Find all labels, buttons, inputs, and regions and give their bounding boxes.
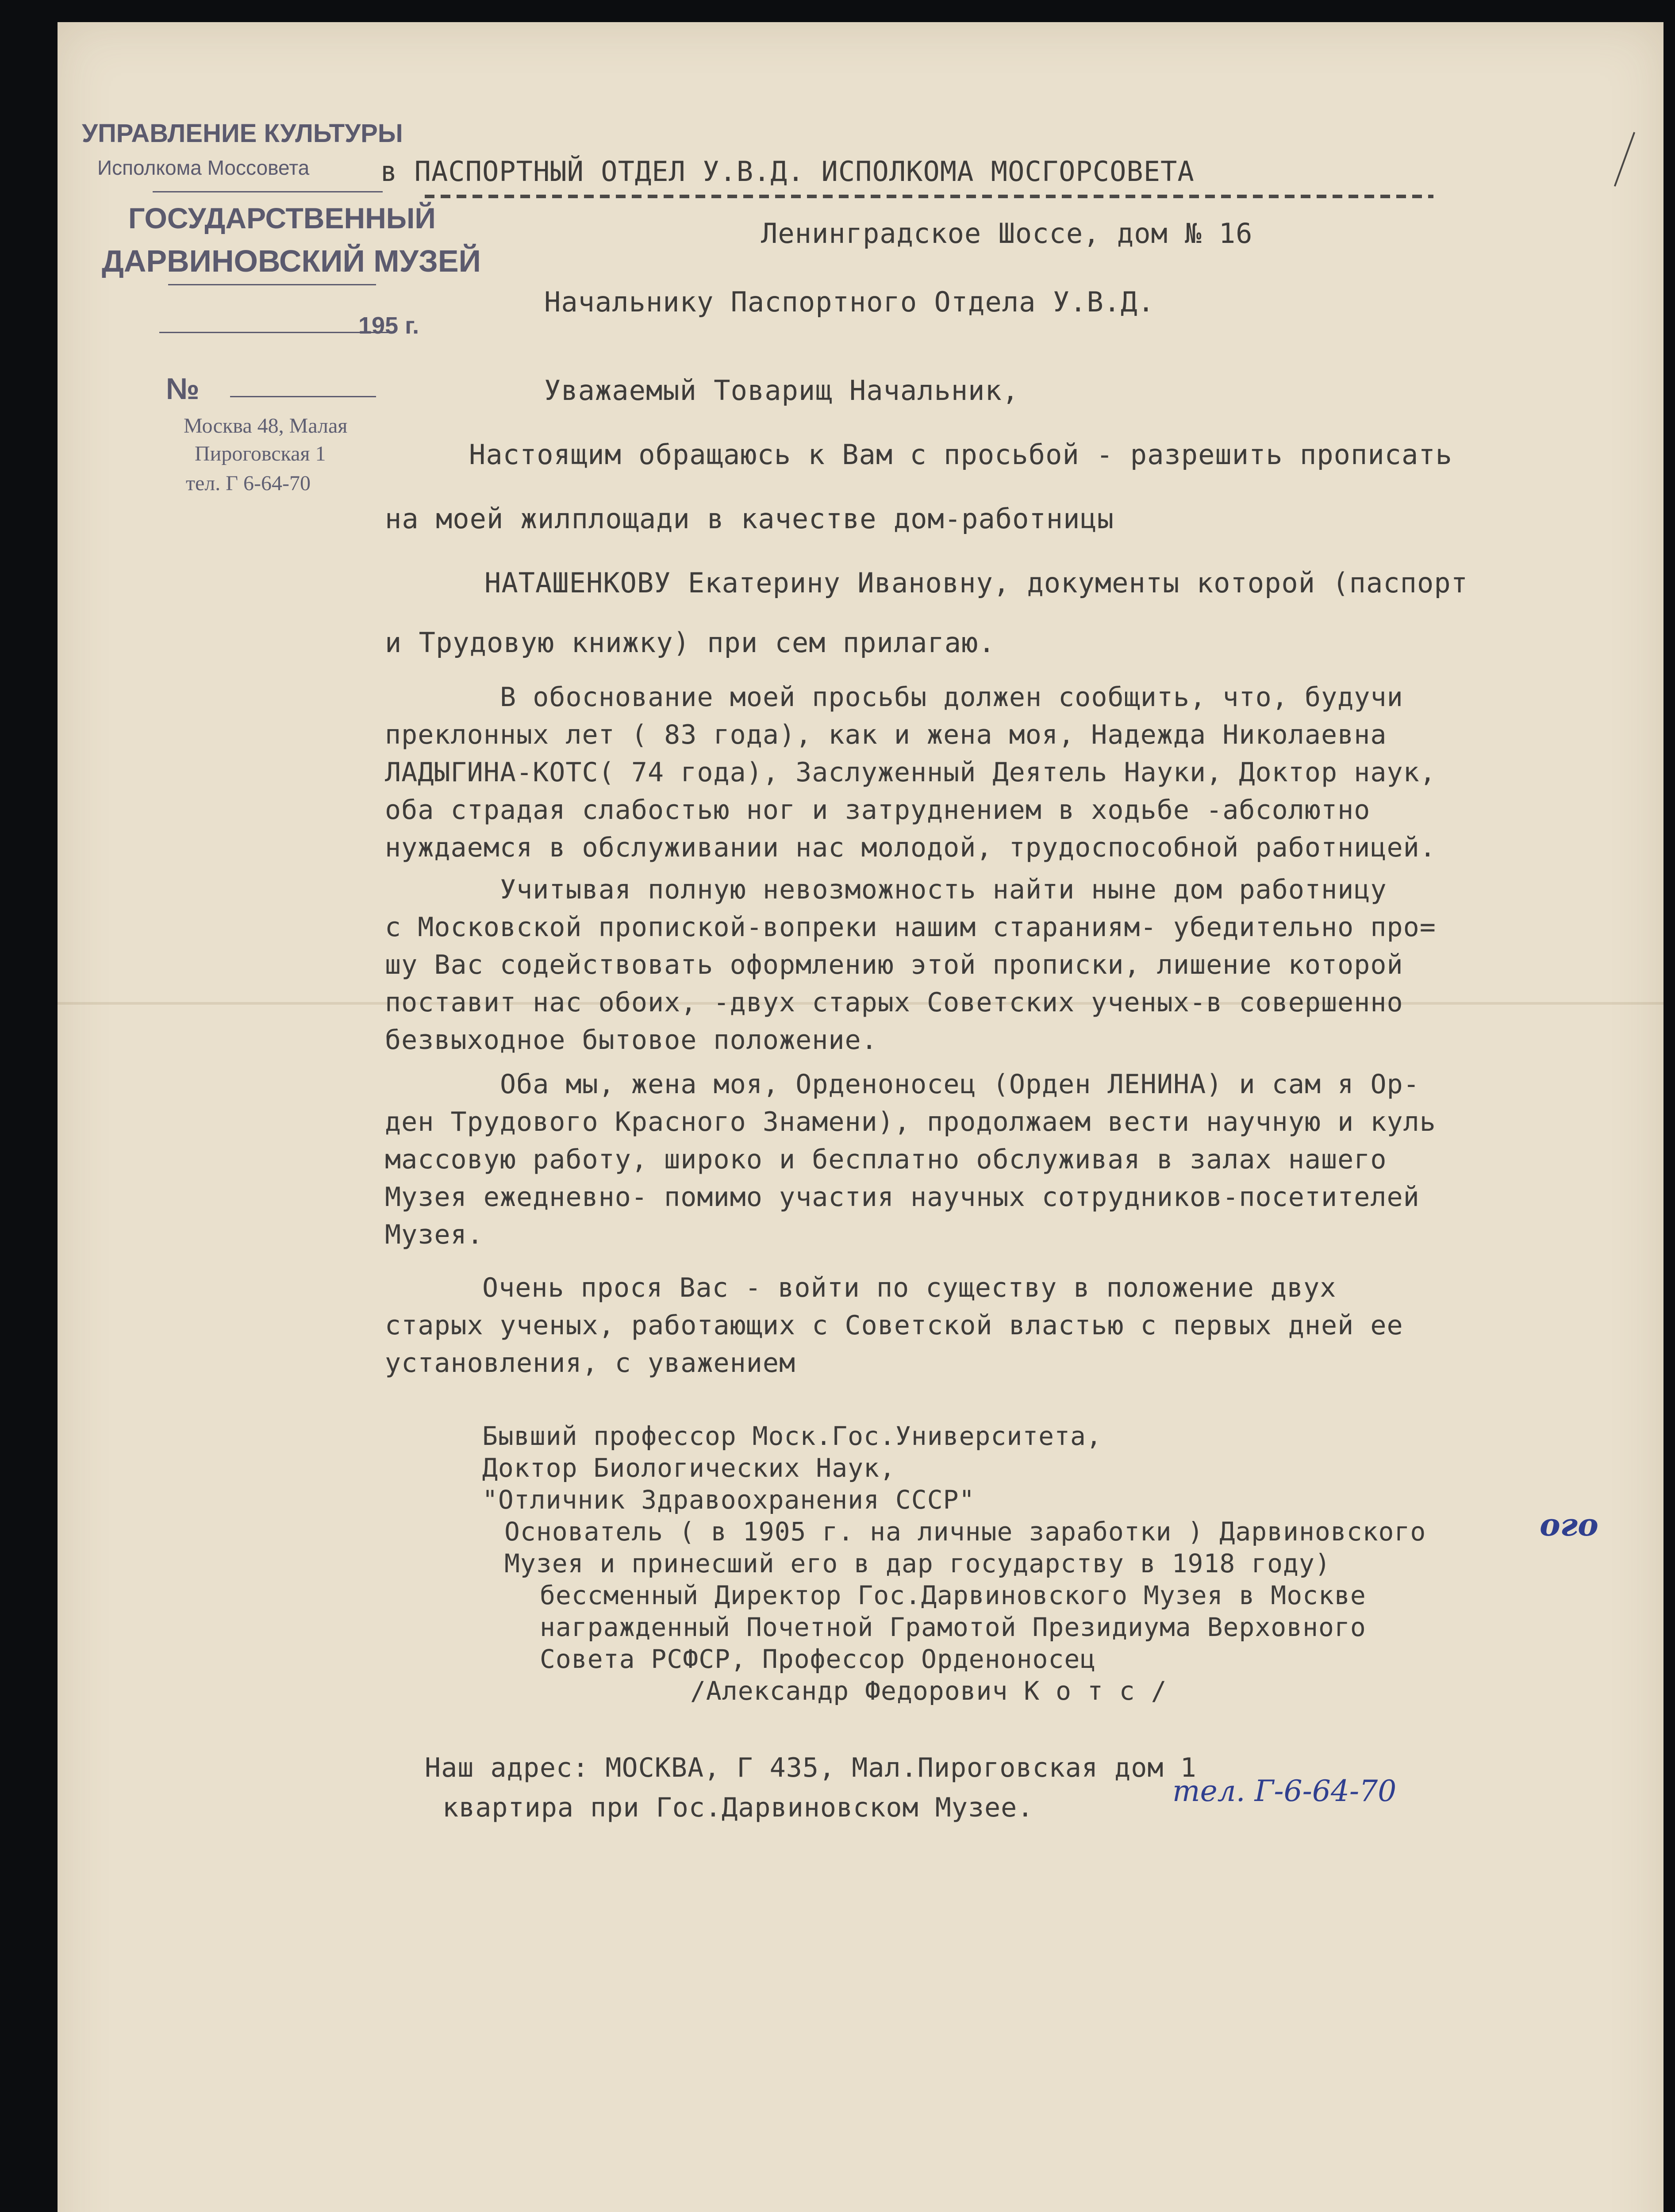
signature-line: Музея и принесший его в дар государству в 1918 году) — [504, 1548, 1331, 1578]
stamp-museum-line1: ГОСУДАРСТВЕННЫЙ — [128, 202, 436, 234]
signature-line: Доктор Биологических Наук, — [482, 1453, 895, 1483]
stamp-divider — [153, 191, 383, 192]
stamp-divider — [168, 284, 376, 285]
stamp-number-label: № — [166, 372, 200, 406]
stamp-number-line — [230, 396, 376, 397]
text-line: ден Трудового Красного Знамени), продолжаем вести научную и куль — [385, 1106, 1436, 1137]
addressee-line: Начальнику Паспортного Отдела У.В.Д. — [544, 286, 1155, 318]
stamp-org-line1: УПРАВЛЕНИЕ КУЛЬТУРЫ — [82, 119, 403, 148]
text-line: Очень прося Вас - войти по существу в положение двух — [482, 1272, 1337, 1303]
text-line: поставит нас обоих, -двух старых Советских ученых-в совершенно — [385, 987, 1403, 1018]
stamp-museum-line2: ДАРВИНОВСКИЙ МУЗЕЙ — [102, 244, 481, 278]
signature-line: Совета РСФСР, Профессор Орденоносец — [540, 1644, 1096, 1674]
text-line: преклонных лет ( 83 года), как и жена моя, Надежда Николаевна — [385, 719, 1387, 750]
handwritten-correction: ого — [1540, 1506, 1598, 1543]
signature-name: /Александр Федорович К о т с / — [690, 1676, 1167, 1706]
signature-line: Бывший профессор Моск.Гос.Университета, — [482, 1421, 1102, 1451]
letter-page — [58, 22, 1663, 2212]
text-line: с Московской пропиской-вопреки нашим стараниям- убедительно про= — [385, 912, 1436, 943]
recipient-line: в ПАСПОРТНЫЙ ОТДЕЛ У.В.Д. ИСПОЛКОМА МОСГОРСОВЕТА — [380, 155, 1195, 188]
text-line: Настоящим обращаюсь к Вам с просьбой - разрешить прописать — [469, 438, 1452, 471]
text-line: оба страдая слабостью ног и затруднением в ходьбе -абсолютно — [385, 795, 1371, 826]
text-line: и Трудовую книжку) при сем прилагаю. — [385, 626, 995, 659]
recipient-address: Ленинградское Шоссе, дом № 16 — [761, 217, 1253, 250]
pencil-mark — [1614, 132, 1635, 187]
text-line: шу Вас содействовать оформлению этой прописки, лишение которой — [385, 949, 1403, 980]
text-line: ЛАДЫГИНА-КОТС( 74 года), Заслуженный Деятель Науки, Доктор наук, — [385, 757, 1436, 788]
text-line: старых ученых, работающих с Советской властью с первых дней ее — [385, 1310, 1403, 1341]
signature-line: бессменный Директор Гос.Дарвиновского Музея в Москве — [540, 1580, 1366, 1610]
handwritten-phone-note: тел. Г-6-64-70 — [1172, 1774, 1397, 1808]
text-line: Музея ежедневно- помимо участия научных сотрудников-посетителей — [385, 1182, 1420, 1213]
text-line: В обоснование моей просьбы должен сообщить, что, будучи — [500, 682, 1403, 713]
text-line: массовую работу, широко и бесплатно обслуживая в залах нашего — [385, 1144, 1387, 1175]
text-line: НАТАШЕНКОВУ Екатерину Ивановну, документы которой (паспорт — [484, 567, 1468, 599]
text-line: на моей жилплощади в качестве дом-работницы — [385, 503, 1114, 535]
stamp-date-year: 195 г. — [358, 312, 419, 339]
stamp-phone: тел. Г 6-64-70 — [186, 472, 311, 495]
address-line: квартира при Гос.Дарвиновском Музее. — [442, 1792, 1034, 1823]
header-underline — [425, 195, 1433, 198]
stamp-address-line1: Москва 48, Малая — [184, 414, 348, 438]
text-line: Музея. — [385, 1219, 484, 1250]
text-line: безвыходное бытовое положение. — [385, 1025, 878, 1056]
text-line: нуждаемся в обслуживании нас молодой, трудоспособной работницей. — [385, 832, 1436, 863]
text-line: Оба мы, жена моя, Орденоносец (Орден ЛЕНИНА) и сам я Ор- — [500, 1069, 1420, 1100]
signature-line: "Отличник Здравоохранения СССР" — [482, 1485, 975, 1515]
address-line: Наш адрес: МОСКВА, Г 435, Мал.Пироговская дом 1 — [425, 1752, 1197, 1783]
stamp-address-line2: Пироговская 1 — [195, 442, 326, 465]
text-line: Учитывая полную невозможность найти ныне дом работницу — [500, 874, 1387, 905]
signature-line: Основатель ( в 1905 г. на личные заработки ) Дарвиновского — [504, 1517, 1426, 1547]
text-line: установления, с уважением — [385, 1348, 796, 1379]
stamp-org-line2: Исполкома Моссовета — [97, 156, 310, 179]
salutation: Уважаемый Товарищ Начальник, — [544, 374, 1019, 407]
signature-line: награжденный Почетной Грамотой Президиума Верховного — [540, 1612, 1366, 1642]
